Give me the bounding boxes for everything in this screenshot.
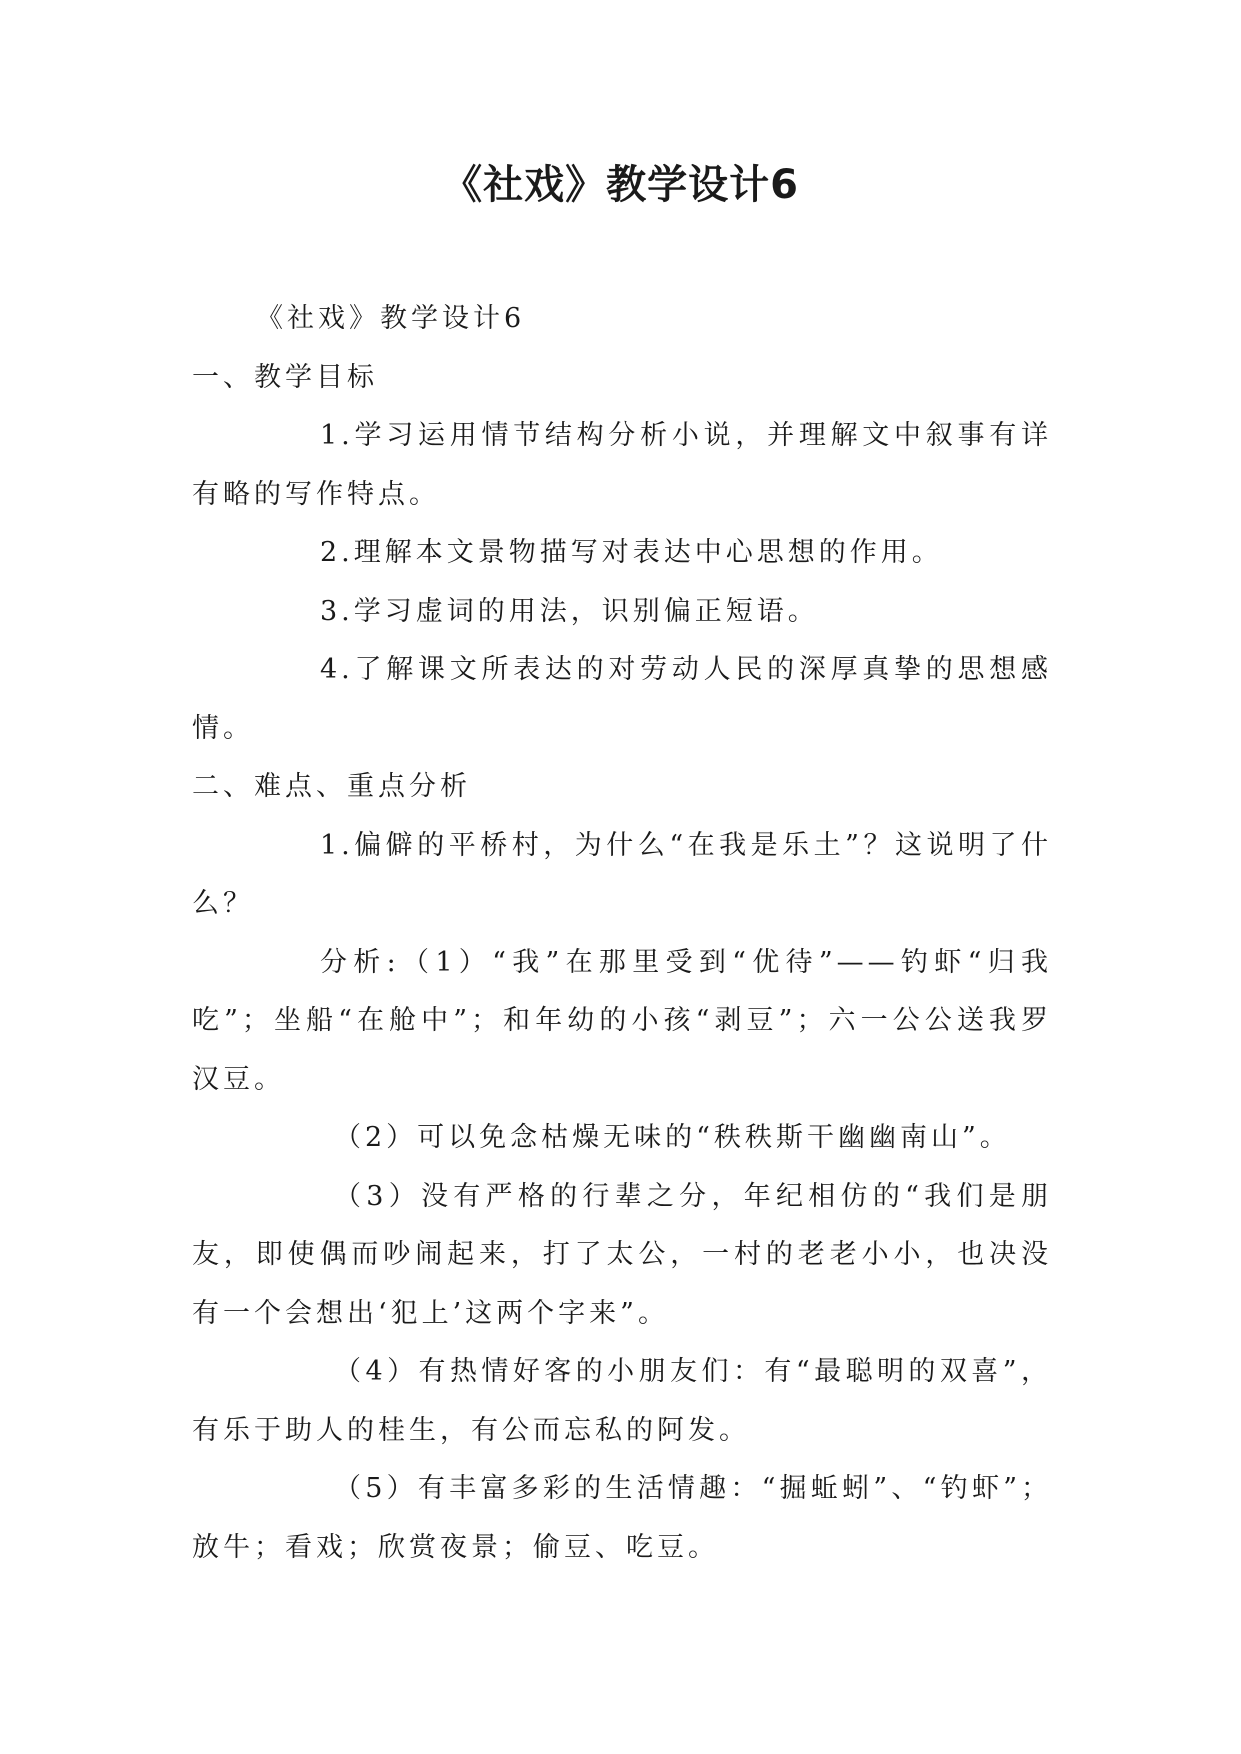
- paragraph: 2.理解本文景物描写对表达中心思想的作用。: [320, 537, 943, 568]
- paragraph: （5）有丰富多彩的生活情趣：“掘蚯蚓”、“钓虾”；放牛；看戏；欣赏夜景；偷豆、吃豆。: [192, 1473, 1052, 1563]
- paragraph: 一、教学目标: [192, 361, 378, 393]
- paragraph: 1.偏僻的平桥村，为什么“在我是乐土”？这说明了什么？: [192, 829, 1052, 919]
- paragraph: 1.学习运用情节结构分析小说，并理解文中叙事有详有略的写作特点。: [192, 420, 1052, 510]
- paragraph: （4）有热情好客的小朋友们：有“最聪明的双喜”，有乐于助人的桂生，有公而忘私的阿发。: [192, 1356, 1052, 1446]
- document-title: 《社戏》教学设计6: [442, 162, 799, 208]
- paragraph: 3.学习虚词的用法，识别偏正短语。: [320, 595, 819, 627]
- paragraph: 4.了解课文所表达的对劳动人民的深厚真挚的思想感情。: [192, 654, 1052, 744]
- paragraph: 《社戏》教学设计6: [256, 303, 526, 334]
- paragraph: 二、难点、重点分析: [192, 771, 471, 802]
- paragraph: （3）没有严格的行辈之分，年纪相仿的“我们是朋友，即使偶而吵闹起来，打了太公，一村的老老小小，也决没有一个会想出‘犯上’这两个字来”。: [192, 1180, 1052, 1329]
- paragraph: （2）可以免念枯燥无味的“秩秩斯干幽幽南山”。: [334, 1122, 1011, 1153]
- paragraph: 分析:（1）“我”在那里受到“优待”——钓虾“归我吃”；坐船“在舱中”；和年幼的小孩“剥豆”；六一公公送我罗汉豆。: [192, 946, 1052, 1095]
- document-body: [192, 290, 1052, 1577]
